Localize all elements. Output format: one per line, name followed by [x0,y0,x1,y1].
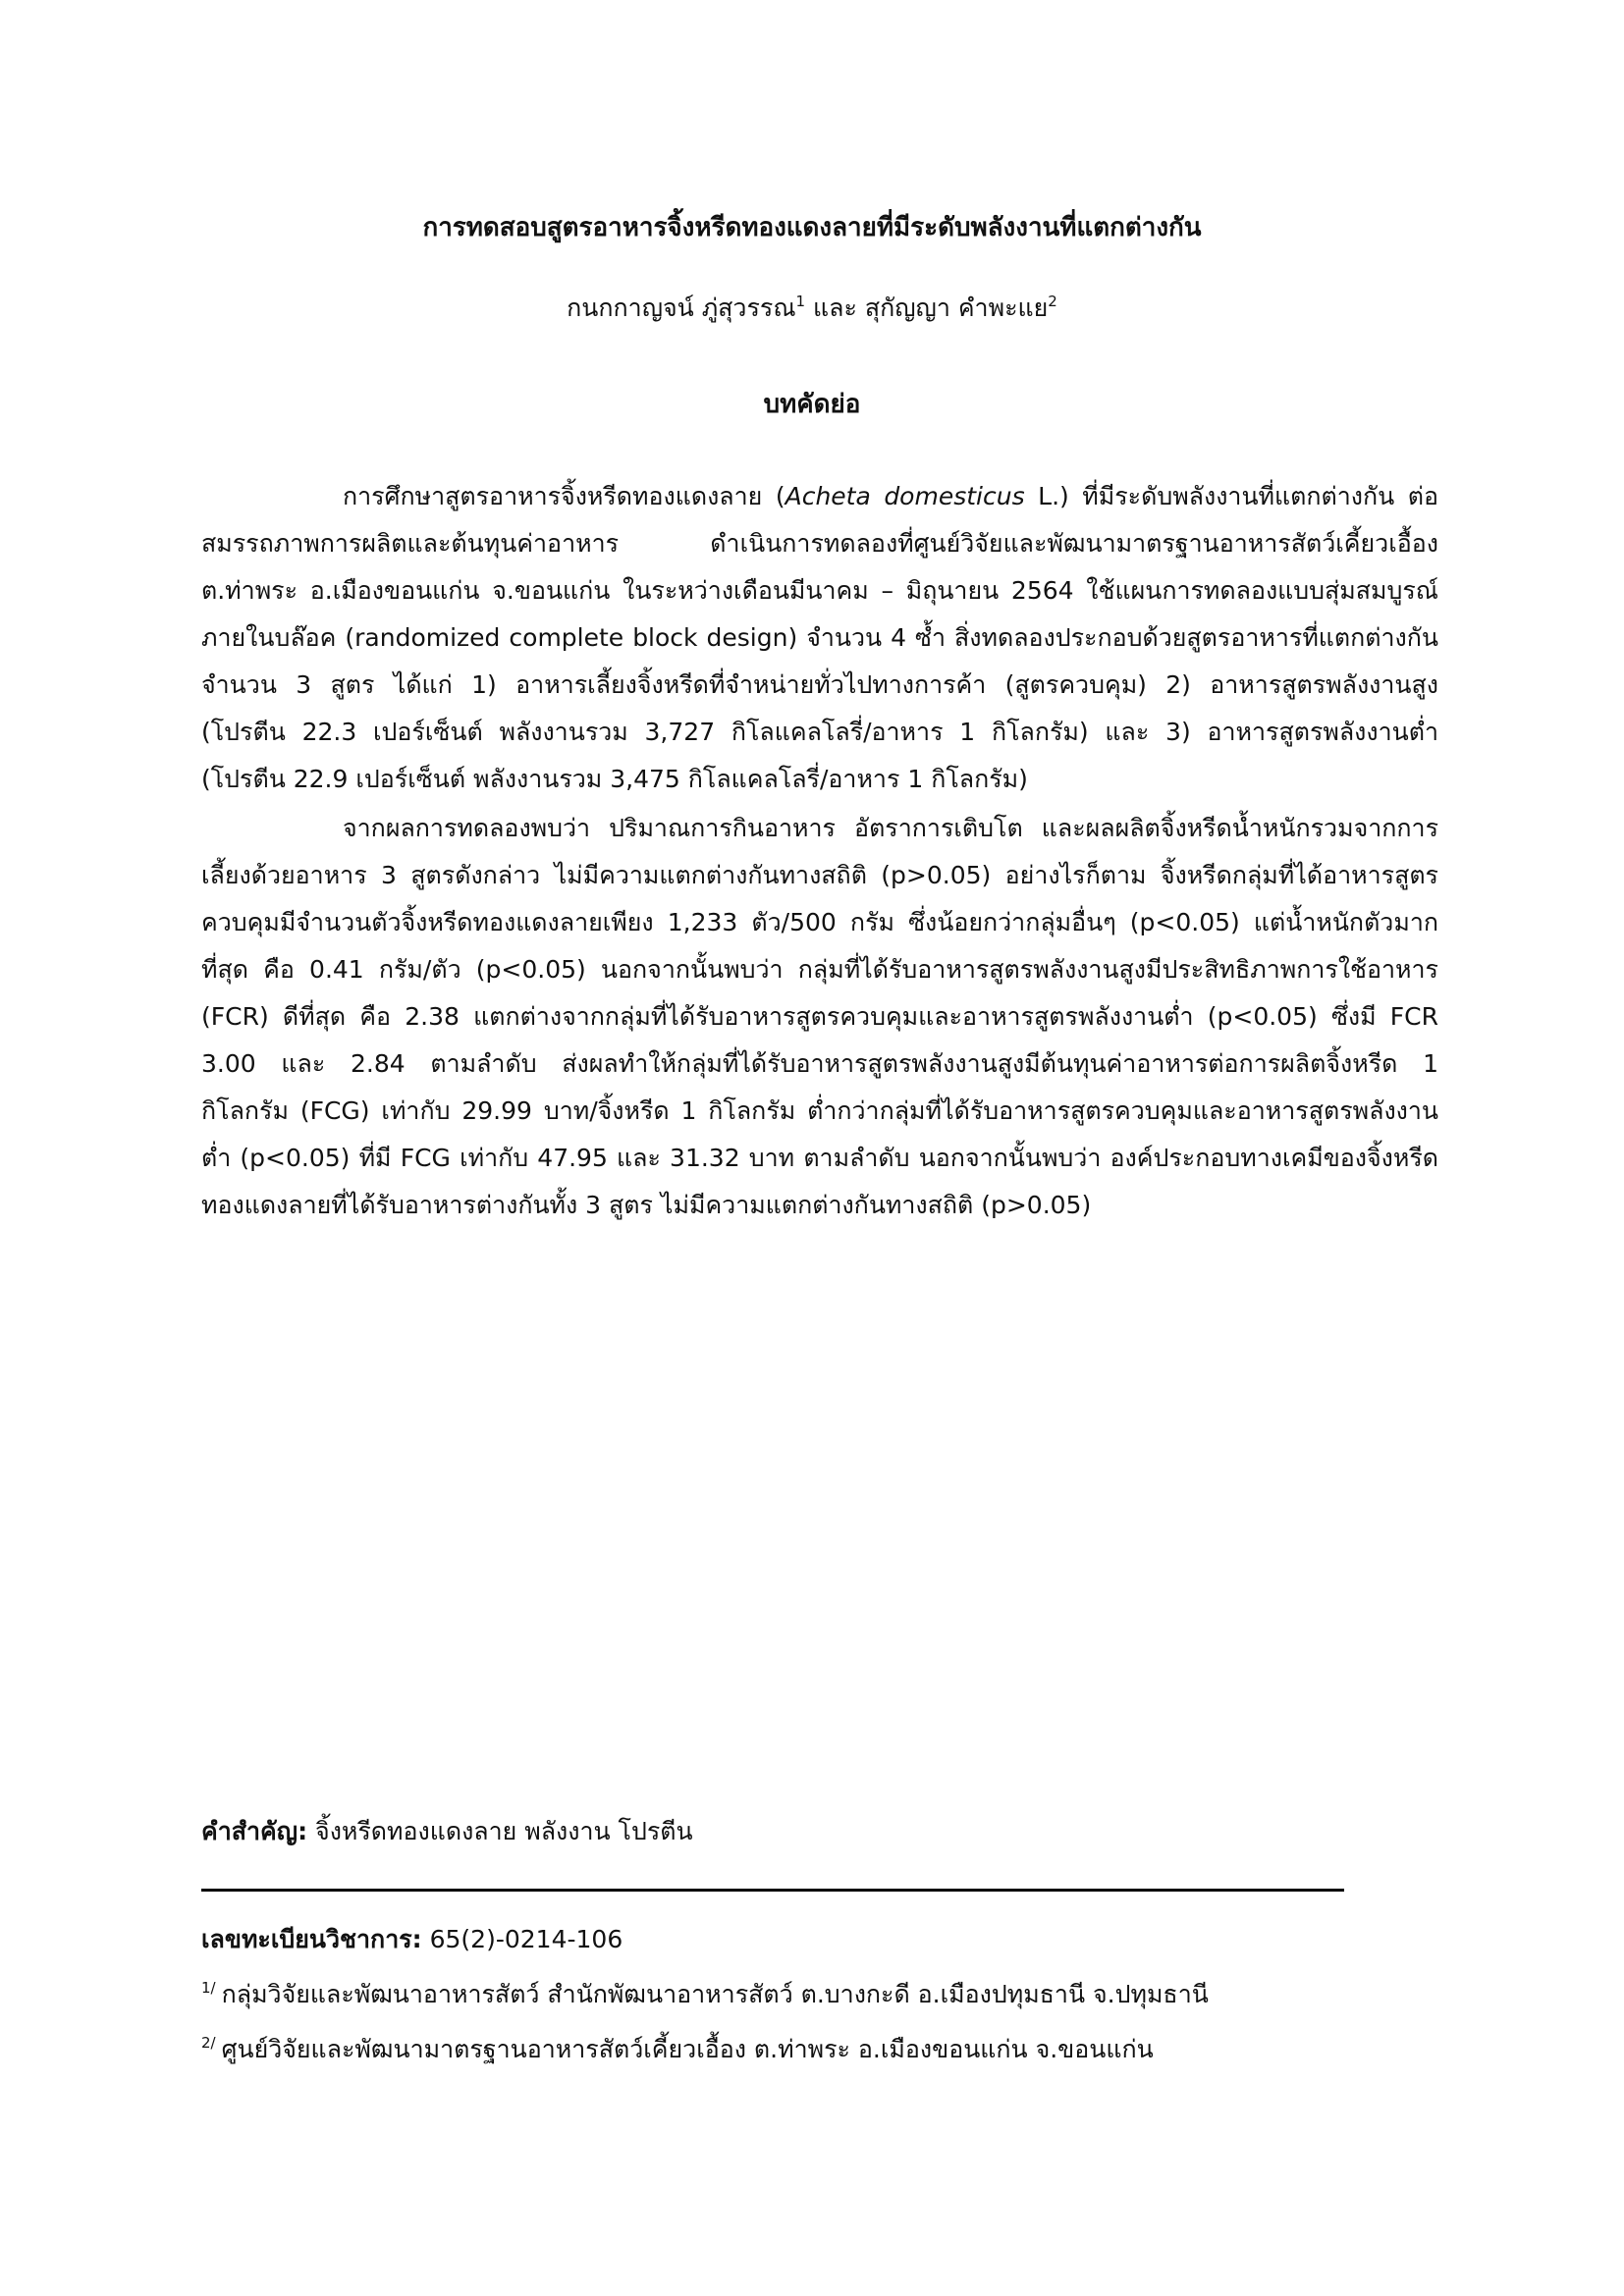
author-line [0,289,1624,328]
abstract-p1-rest: L.) ที่มีระดับพลังงานที่แตกต่างกัน ต่อสมรรถภาพการผลิตและต้นทุนค่าอาหาร ดำเนินการทดลองที่ศูนย์วิจัยและพัฒนามาตรฐานอาหารสัตว์เคี้ยวเอื้อง ต.ท่าพระ อ.เมืองขอนแก่น จ.ขอนแก่น ในระหว่างเดือนมีนาคม – มิถุนายน 2564 ใช้แผนการทดลองแบบสุ่มสมบูรณ์ภายในบล๊อค (randomized complete block design) จำนวน 4 ซ้ำ สิ่งทดลองประกอบด้วยสูตรอาหารที่แตกต่างกันจำนวน 3 สูตร ได้แก่ 1) อาหารเลี้ยงจิ้งหรีดที่จำหน่ายทั่วไปทางการค้า (สูตรควบคุม) 2) อาหารสูตรพลังงานสูง (โปรตีน 22.3 เปอร์เซ็นต์ พลังงานรวม 3,727 กิโลแคลโลรี่/อาหาร 1 กิโลกรัม) และ 3) อาหารสูตรพลังงานต่ำ (โปรตีน 22.9 เปอร์เซ็นต์ พลังงานรวม 3,475 กิโลแคลโลรี่/อาหาร 1 กิโลกรัม) [201,482,1438,793]
author-1-affiliation-mark: 1 [795,293,806,310]
footnote-2 [201,2030,1209,2069]
abstract-paragraph-1 [201,473,1438,803]
footnote-2-mark: 2/ [201,2034,216,2052]
abstract-heading: บทคัดย่อ [763,390,861,419]
paper-title: การทดสอบสูตรอาหารจิ้งหรีดทองแดงลายที่มีระดับพลังงานที่แตกต่างกัน [422,213,1202,242]
abstract-paragraph-2: จากผลการทดลองพบว่า ปริมาณการกินอาหาร อัตราการเติบโต และผลผลิตจิ้งหรีดน้ำหนักรวมจากการเลี้ยงด้วยอาหาร 3 สูตรดังกล่าว ไม่มีความแตกต่างกันทางสถิติ (p>0.05) อย่างไรก็ตาม จิ้งหรีดกลุ่มที่ได้อาหารสูตรควบคุมมีจำนวนตัวจิ้งหรีดทองแดงลายเพียง 1,233 ตัว/500 กรัม ซึ่งน้อยกว่ากลุ่มอื่นๆ (p<0.05) แต่น้ำหนักตัวมากที่สุด คือ 0.41 กรัม/ตัว (p<0.05) นอกจากนั้นพบว่า กลุ่มที่ได้รับอาหารสูตรพลังงานสูงมีประสิทธิภาพการใช้อาหาร (FCR) ดีที่สุด คือ 2.38 แตกต่างจากกลุ่มที่ได้รับอาหารสูตรควบคุมและอาหารสูตรพลังงานต่ำ (p<0.05) ซึ่งมี FCR 3.00 และ 2.84 ตามลำดับ ส่งผลทำให้กลุ่มที่ได้รับอาหารสูตรพลังงานสูงมีต้นทุนค่าอาหารต่อการผลิตจิ้งหรีด 1 กิโลกรัม (FCG) เท่ากับ 29.99 บาท/จิ้งหรีด 1 กิโลกรัม ต่ำกว่ากลุ่มที่ได้รับอาหารสูตรควบคุมและอาหารสูตรพลังงานต่ำ (p<0.05) ที่มี FCG เท่ากับ 47.95 และ 31.32 บาท ตามลำดับ นอกจากนั้นพบว่า องค์ประกอบทางเคมีของจิ้งหรีดทองแดงลายที่ได้รับอาหารต่างกันทั้ง 3 สูตร ไม่มีความแตกต่างกันทางสถิติ (p>0.05) [201,814,1438,1219]
author-2-name: สุกัญญา คำพะแย [864,294,1049,322]
footnote-1-text: กลุ่มวิจัยและพัฒนาอาหารสัตว์ สำนักพัฒนาอาหารสัตว์ ต.บางกะดี อ.เมืองปทุมธานี จ.ปทุมธานี [221,1980,1209,2008]
abstract-p1-intro: การศึกษาสูตรอาหารจิ้งหรีดทองแดงลาย ( [343,482,785,510]
author-1-name: กนกกาญจน์ ภู่สุวรรณ [567,294,796,322]
author-2-affiliation-mark: 2 [1048,293,1057,310]
species-name: Acheta domesticus [785,482,1025,510]
keywords-line [201,1812,693,1851]
keywords-value: จิ้งหรีดทองแดงลาย พลังงาน โปรตีน [307,1817,693,1845]
footnote-1 [201,1975,1209,2014]
registration-value: 65(2)-0214-106 [421,1925,623,1953]
keywords-label: คำสำคัญ: [201,1817,308,1845]
author-conjunction: และ [805,294,865,322]
footnote-2-text: ศูนย์วิจัยและพัฒนามาตรฐานอาหารสัตว์เคี้ยวเอื้อง ต.ท่าพระ อ.เมืองขอนแก่น จ.ขอนแก่น [221,2035,1154,2063]
footnotes [201,1920,1209,2085]
abstract-body [201,473,1438,1229]
footnote-divider [201,1889,1344,1892]
registration-label: เลขทะเบียนวิชาการ: [201,1925,422,1953]
footnote-1-mark: 1/ [201,1979,216,1997]
registration-number-line [201,1920,1209,1959]
